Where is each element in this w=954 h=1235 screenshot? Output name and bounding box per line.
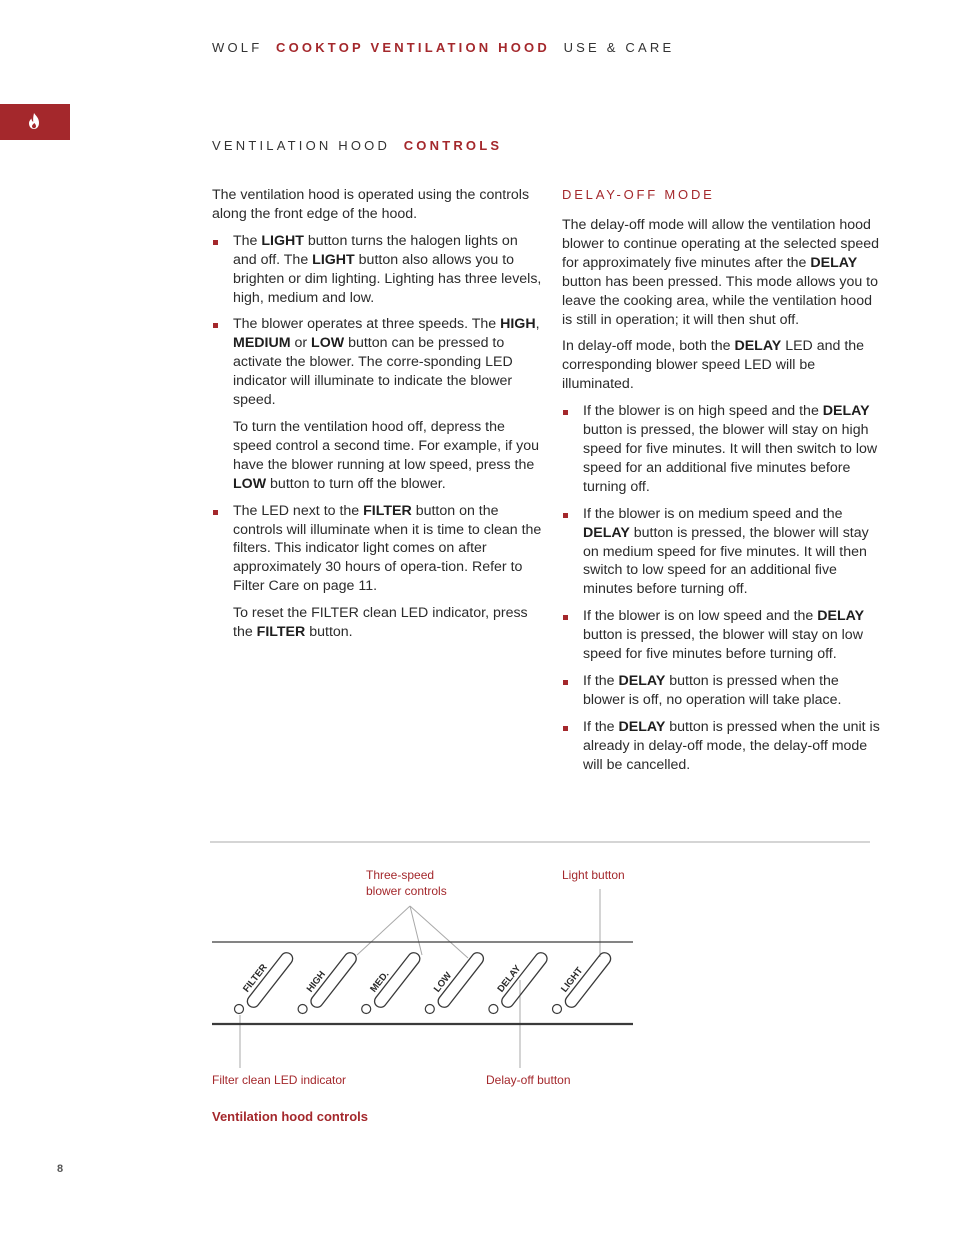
button-label: HIGH	[304, 969, 328, 995]
keyword: MEDIUM	[233, 335, 291, 352]
keyword: DELAY	[734, 338, 782, 355]
button-label: LIGHT	[559, 965, 586, 995]
callout-line: Three-speed	[366, 868, 435, 882]
text: button is pressed when the blower is off, no operation will take place.	[583, 672, 842, 708]
filter-led-callout: Filter clean LED indicator	[212, 1073, 347, 1087]
panel-button-high	[299, 943, 359, 1010]
delay-off-heading: DELAY-OFF MODE	[562, 187, 715, 202]
keyword: DELAY	[583, 524, 630, 541]
header-brand: WOLF	[212, 40, 263, 55]
led-indicator	[489, 1005, 498, 1014]
text: button.	[305, 624, 353, 641]
keyword: DELAY	[810, 254, 858, 271]
keyword: LIGHT	[312, 251, 355, 268]
button-label: FILTER	[241, 962, 270, 995]
keyword: DELAY	[822, 403, 870, 420]
led-indicator	[298, 1005, 307, 1014]
keyword: HIGH	[500, 316, 536, 333]
text: To turn the ventilation hood off, depress the speed control a second time. For example, if you have the blower running at low speed, press the	[233, 418, 539, 473]
text: button to turn off the blower.	[266, 475, 446, 492]
text: If the	[583, 672, 619, 689]
text: button also allows you to brighten or dim lighting. Lighting has three levels, high, medium and low.	[233, 251, 542, 306]
keyword: DELAY	[618, 718, 666, 735]
button-label: LOW	[431, 970, 455, 995]
text: ,	[535, 316, 540, 333]
text: If the blower is on high speed and the	[583, 403, 823, 420]
text: If the	[583, 718, 619, 735]
delay-off-callout: Delay-off button	[486, 1073, 571, 1087]
section-heading-bold: CONTROLS	[403, 138, 503, 153]
keyword: DELAY	[817, 608, 865, 625]
text: button has been pressed. This mode allows you to leave the cooking area, while the ventilation hood is still in operation; it will then shut off.	[562, 273, 878, 328]
text: button is pressed, the blower will stay on medium speed for five minutes. It will then switch to low speed for an additional five minutes before turning off.	[583, 524, 869, 598]
led-indicator	[425, 1005, 434, 1014]
panel-button-filter	[235, 943, 295, 1010]
led-indicator	[362, 1005, 371, 1014]
text: The delay-off mode will allow the ventilation hood blower to continue operating at the selected speed for approximately five minutes after the	[562, 217, 880, 271]
text: To reset the FILTER clean LED indicator, press the	[233, 605, 528, 641]
leader-line	[410, 906, 468, 958]
panel-button-light	[553, 943, 613, 1010]
header-title: COOKTOP VENTILATION HOOD	[275, 40, 550, 55]
text: If the blower is on medium speed and the	[583, 505, 843, 522]
led-indicator	[235, 1005, 244, 1014]
panel-buttons	[235, 943, 614, 1014]
callout-leader-lines	[240, 889, 600, 1068]
callout-line: blower controls	[366, 884, 447, 898]
text: or	[290, 335, 312, 352]
button-label: DELAY	[495, 963, 524, 995]
text: button can be pressed to activate the blower. The corre-sponding LED indicator will illuminate to indicate the blower speed.	[233, 335, 513, 409]
text: button turns the halogen lights on and off. The	[233, 232, 518, 268]
text: button is pressed, the blower will stay on high speed for five minutes. It will then switch to low speed for an additional five minutes before turning off.	[583, 422, 878, 495]
header-suffix: USE & CARE	[563, 40, 675, 55]
text: In delay-off mode, both the	[562, 338, 735, 355]
section-heading-prefix: VENTILATION HOOD	[212, 138, 391, 153]
page-number: 8	[57, 1163, 64, 1175]
keyword: LIGHT	[261, 232, 304, 249]
led-indicator	[553, 1005, 562, 1014]
keyword: DELAY	[618, 672, 666, 689]
button-label: MED.	[368, 969, 392, 995]
text: If the blower is on low speed and the	[583, 608, 818, 625]
leader-line	[357, 906, 410, 955]
text: LED and the corresponding blower speed LED will be illuminated.	[562, 338, 865, 393]
text: The LED next to the	[233, 502, 364, 519]
keyword: FILTER	[256, 624, 306, 641]
intro-paragraph: The ventilation hood is operated using the controls along the front edge of the hood.	[212, 187, 530, 222]
keyword: LOW	[311, 335, 345, 352]
text: button is pressed, the blower will stay on low speed for five minutes before turning off.	[583, 627, 863, 663]
leader-line	[410, 906, 422, 955]
text: The	[233, 232, 262, 249]
text: button is pressed when the unit is already in delay-off mode, the delay-off mode will be cancelled.	[583, 718, 880, 773]
panel-button-low	[426, 943, 486, 1010]
text: button on the controls will illuminate when it is time to clean the filters. This indicator light comes on after approximately 30 hours of opera-tion. Refer to Filter Care on page 11.	[233, 502, 542, 595]
figure-caption: Ventilation hood controls	[212, 1109, 368, 1124]
text: The blower operates at three speeds. The	[233, 316, 501, 333]
panel-button-med	[363, 943, 423, 1010]
keyword: LOW	[233, 475, 267, 492]
keyword: FILTER	[363, 502, 412, 519]
light-button-callout: Light button	[562, 868, 625, 882]
